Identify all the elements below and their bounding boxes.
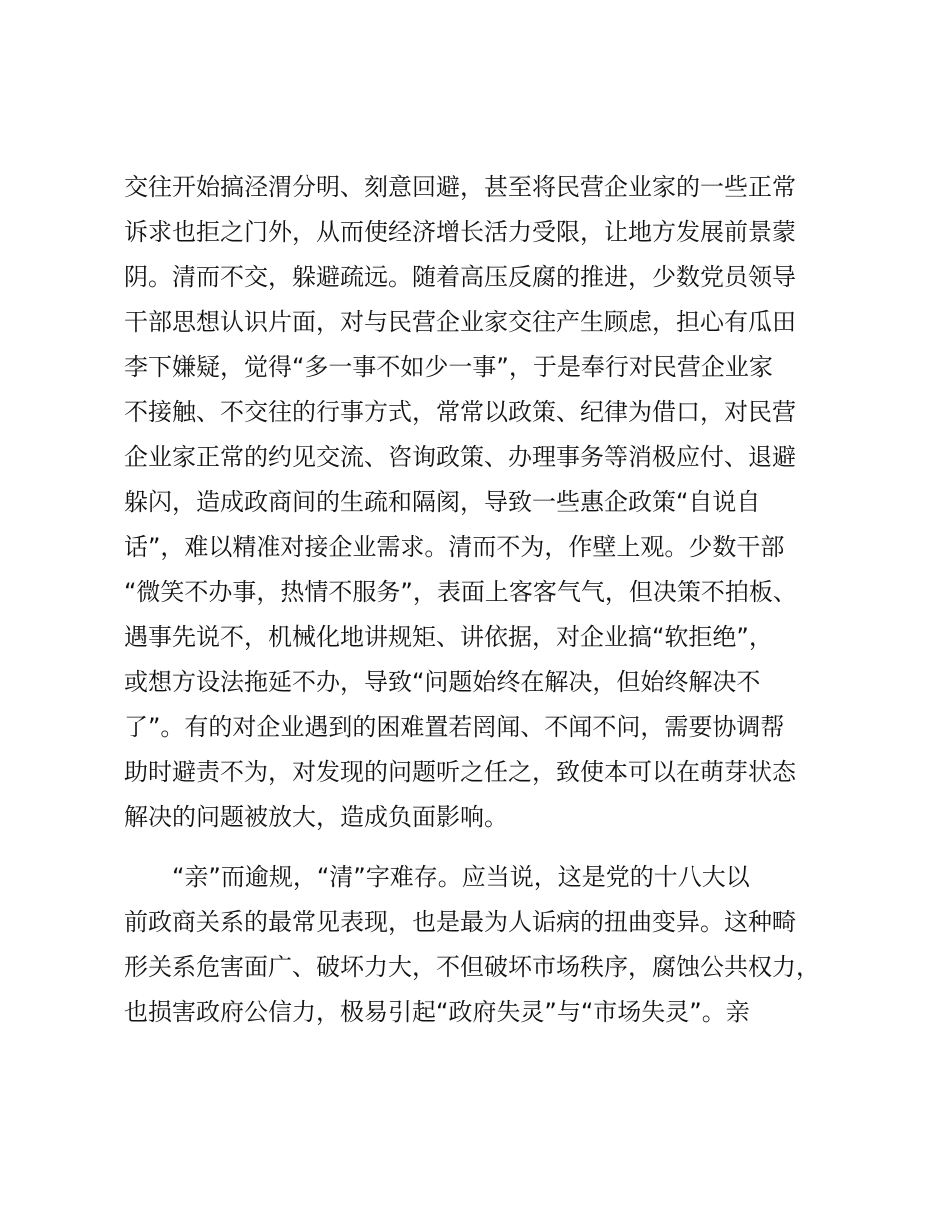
text-line: 话”，难以精准对接企业需求。清而不为，作壁上观。少数干部	[124, 533, 785, 561]
text-line: 或想方设法拖延不办，导致“问题始终在解决，但始终解决不	[124, 668, 761, 696]
text-line: 诉求也拒之门外，从而使经济增长活力受限，让地方发展前景蒙	[124, 218, 796, 246]
text-line: 李下嫌疑，觉得“多一事不如少一事”，于是奉行对民营企业家	[124, 353, 773, 381]
text-line: 形关系危害面广、破坏力大，不但破坏市场秩序，腐蚀公共权力，	[124, 953, 820, 981]
text-line: 干部思想认识片面，对与民营企业家交往产生顾虑，担心有瓜田	[124, 308, 796, 336]
text-line: 阴。清而不交，躲避疏远。随着高压反腐的推进，少数党员领导	[124, 263, 796, 291]
text-line: 不接触、不交往的行事方式，常常以政策、纪律为借口，对民营	[124, 398, 796, 426]
text-line: 解决的问题被放大，造成负面影响。	[124, 803, 508, 831]
text-line: “微笑不办事，热情不服务”，表面上客客气气，但决策不拍板、	[124, 578, 797, 606]
text-line: 躲闪，造成政商间的生疏和隔阂，导致一些惠企政策“自说自	[124, 488, 761, 516]
text-line: 了”。有的对企业遇到的困难置若罔闻、不闻不问，需要协调帮	[124, 713, 785, 741]
text-line: 前政商关系的最常见表现，也是最为人诟病的扭曲变异。这种畸	[124, 908, 796, 936]
text-line: “亲”而逾规，“清”字难存。应当说，这是党的十八大以	[172, 863, 750, 891]
text-line: 交往开始搞泾渭分明、刻意回避，甚至将民营企业家的一些正常	[124, 173, 796, 201]
text-line: 也损害政府公信力，极易引起“政府失灵”与“市场失灵”。亲	[124, 998, 750, 1026]
text-line: 企业家正常的约见交流、咨询政策、办理事务等消极应付、退避	[124, 443, 796, 471]
text-line: 遇事先说不，机械化地讲规矩、讲依据，对企业搞“软拒绝”，	[124, 623, 773, 651]
text-line: 助时避责不为，对发现的问题听之任之，致使本可以在萌芽状态	[124, 758, 796, 786]
